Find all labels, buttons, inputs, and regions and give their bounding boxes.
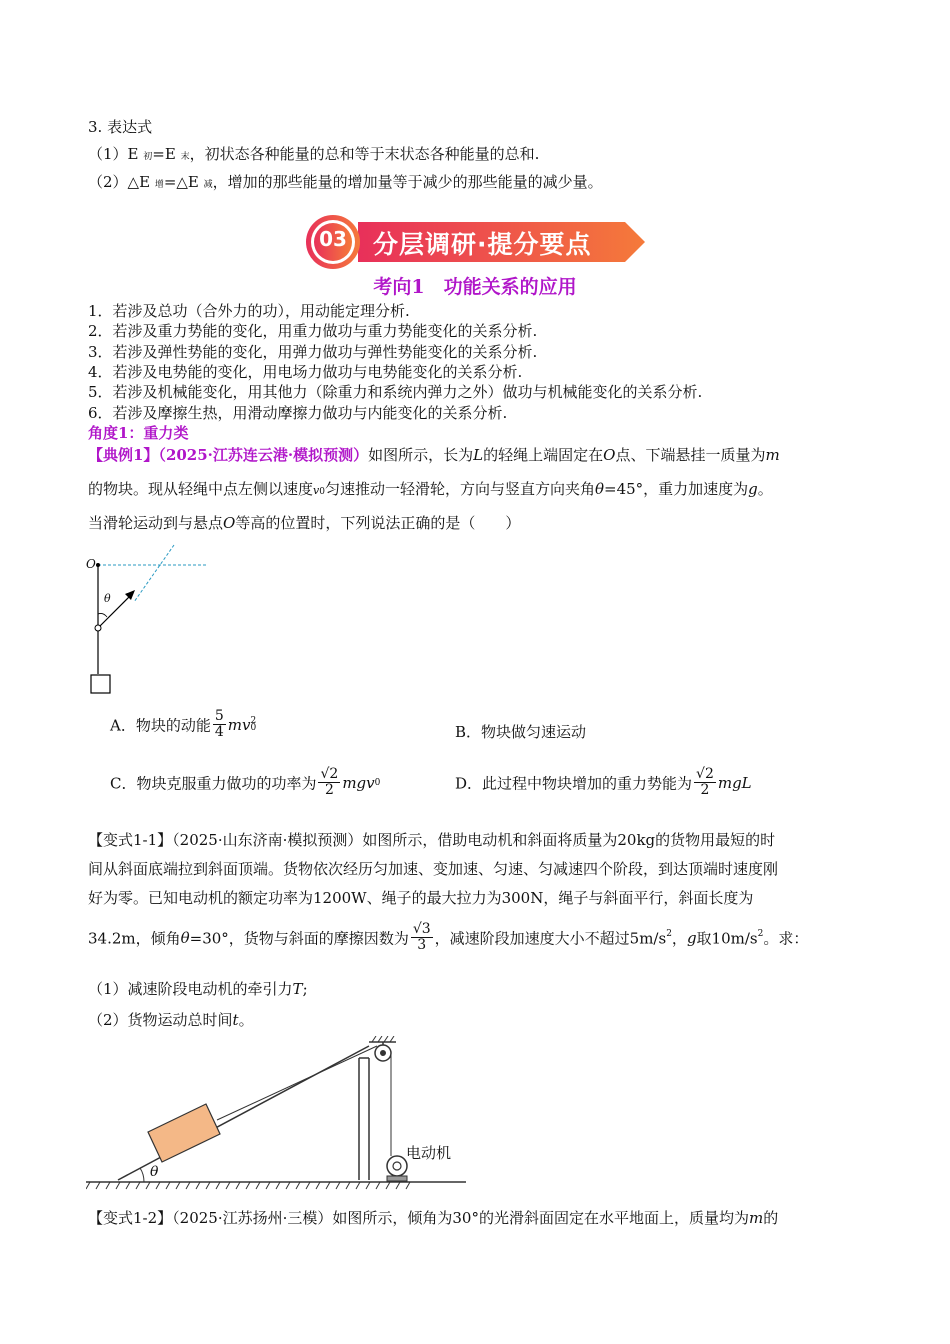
section-heading: 3. 表达式: [88, 118, 153, 136]
example-tag: 【典例1】（2025·江苏连云港·模拟预测）: [88, 446, 369, 464]
variant-2-line: 【变式1-2】（2025·江苏扬州·三模）如图所示，倾角为30°的光滑斜面固定在水平地面上，质量均为m的: [88, 1209, 779, 1227]
rule-item: 6．若涉及摩擦生热，用滑动摩擦力做功与内能变化的关系分析.: [88, 404, 508, 422]
topic-title: 考向1 功能关系的应用: [373, 276, 577, 298]
question-2: （2）货物运动总时间t。: [88, 1011, 254, 1029]
section-banner: [303, 214, 648, 270]
rule-item: 2．若涉及重力势能的变化，用重力做功与重力势能变化的关系分析.: [88, 322, 538, 340]
rule-item: 1．若涉及总功（合外力的功），用动能定理分析.: [88, 302, 410, 320]
banner-title: 分层调研·提分要点: [373, 230, 592, 259]
variant-1-line-1: 【变式1-1】（2025·山东济南·模拟预测）如图所示，借助电动机和斜面将质量为20kg的货物用最短的时: [88, 831, 776, 849]
motor-label: 电动机: [406, 1144, 452, 1162]
incline-figure: [86, 1036, 466, 1196]
example-line-3: 当滑轮运动到与悬点O等高的位置时，下列说法正确的是（ ）: [88, 514, 521, 532]
expression-item-1: （1）E 初=E 末，初状态各种能量的总和等于末状态各种能量的总和.: [88, 145, 540, 163]
rule-item: 5．若涉及机械能变化，用其他力（除重力和系统内弹力之外）做功与机械能变化的关系分析.: [88, 383, 703, 401]
variant-1-line-2: 间从斜面底端拉到斜面顶端。货物依次经历匀加速、变加速、匀速、匀减速四个阶段，到达顶端时速度刚: [88, 860, 779, 878]
point-o-label: O: [86, 557, 96, 571]
angle-theta-label: θ: [104, 592, 111, 605]
question-1: （1）减速阶段电动机的牵引力T;: [88, 980, 308, 998]
example-line-1: 【典例1】（2025·江苏连云港·模拟预测）如图所示，长为L的轻绳上端固定在O点、下端悬挂一质量为m: [88, 446, 780, 464]
expression-item-2: （2）△E 增=△E 减，增加的那些能量的增加量等于减少的那些能量的减少量。: [88, 173, 603, 191]
option-b[interactable]: B．物块做匀速运动: [455, 723, 587, 741]
banner-number: 03: [319, 227, 347, 251]
pulley-figure: [82, 542, 217, 702]
variant-tag: 【变式1-1】: [88, 831, 173, 849]
variant-tag: 【变式1-2】: [88, 1209, 173, 1227]
rule-item: 3．若涉及弹性势能的变化，用弹力做功与弹性势能变化的关系分析.: [88, 343, 538, 361]
rule-item: 4．若涉及电势能的变化，用电场力做功与电势能变化的关系分析.: [88, 363, 523, 381]
option-c[interactable]: C．物块克服重力做功的功率为 $\frac{√2}{2}$ mgv0: [110, 766, 381, 799]
variant-1-line-4: 34.2m，倾角θ=30°，货物与斜面的摩擦因数为 $\frac{√3}{3}$ ，减速阶段加速度大小不超过$5m/s^2$，g取$10m/s^2$。求：: [88, 921, 809, 954]
angle-heading: 角度1：重力类: [88, 424, 189, 442]
option-a[interactable]: A．物块的动能 $\frac{5}{4}$ mv 2 0: [110, 708, 257, 741]
incline-angle-label: θ: [150, 1164, 159, 1180]
variant-1-line-3: 好为零。已知电动机的额定功率为1200W、绳子的最大拉力为300N，绳子与斜面平行，斜面长度为: [88, 889, 754, 907]
option-d[interactable]: D．此过程中物块增加的重力势能为 $\frac{√2}{2}$ mgL: [455, 766, 752, 799]
example-line-2: 的物块。现从轻绳中点左侧以速度v0匀速推动一轻滑轮，方向与竖直方向夹角θ=45°，重力加速度为g。: [88, 480, 773, 498]
